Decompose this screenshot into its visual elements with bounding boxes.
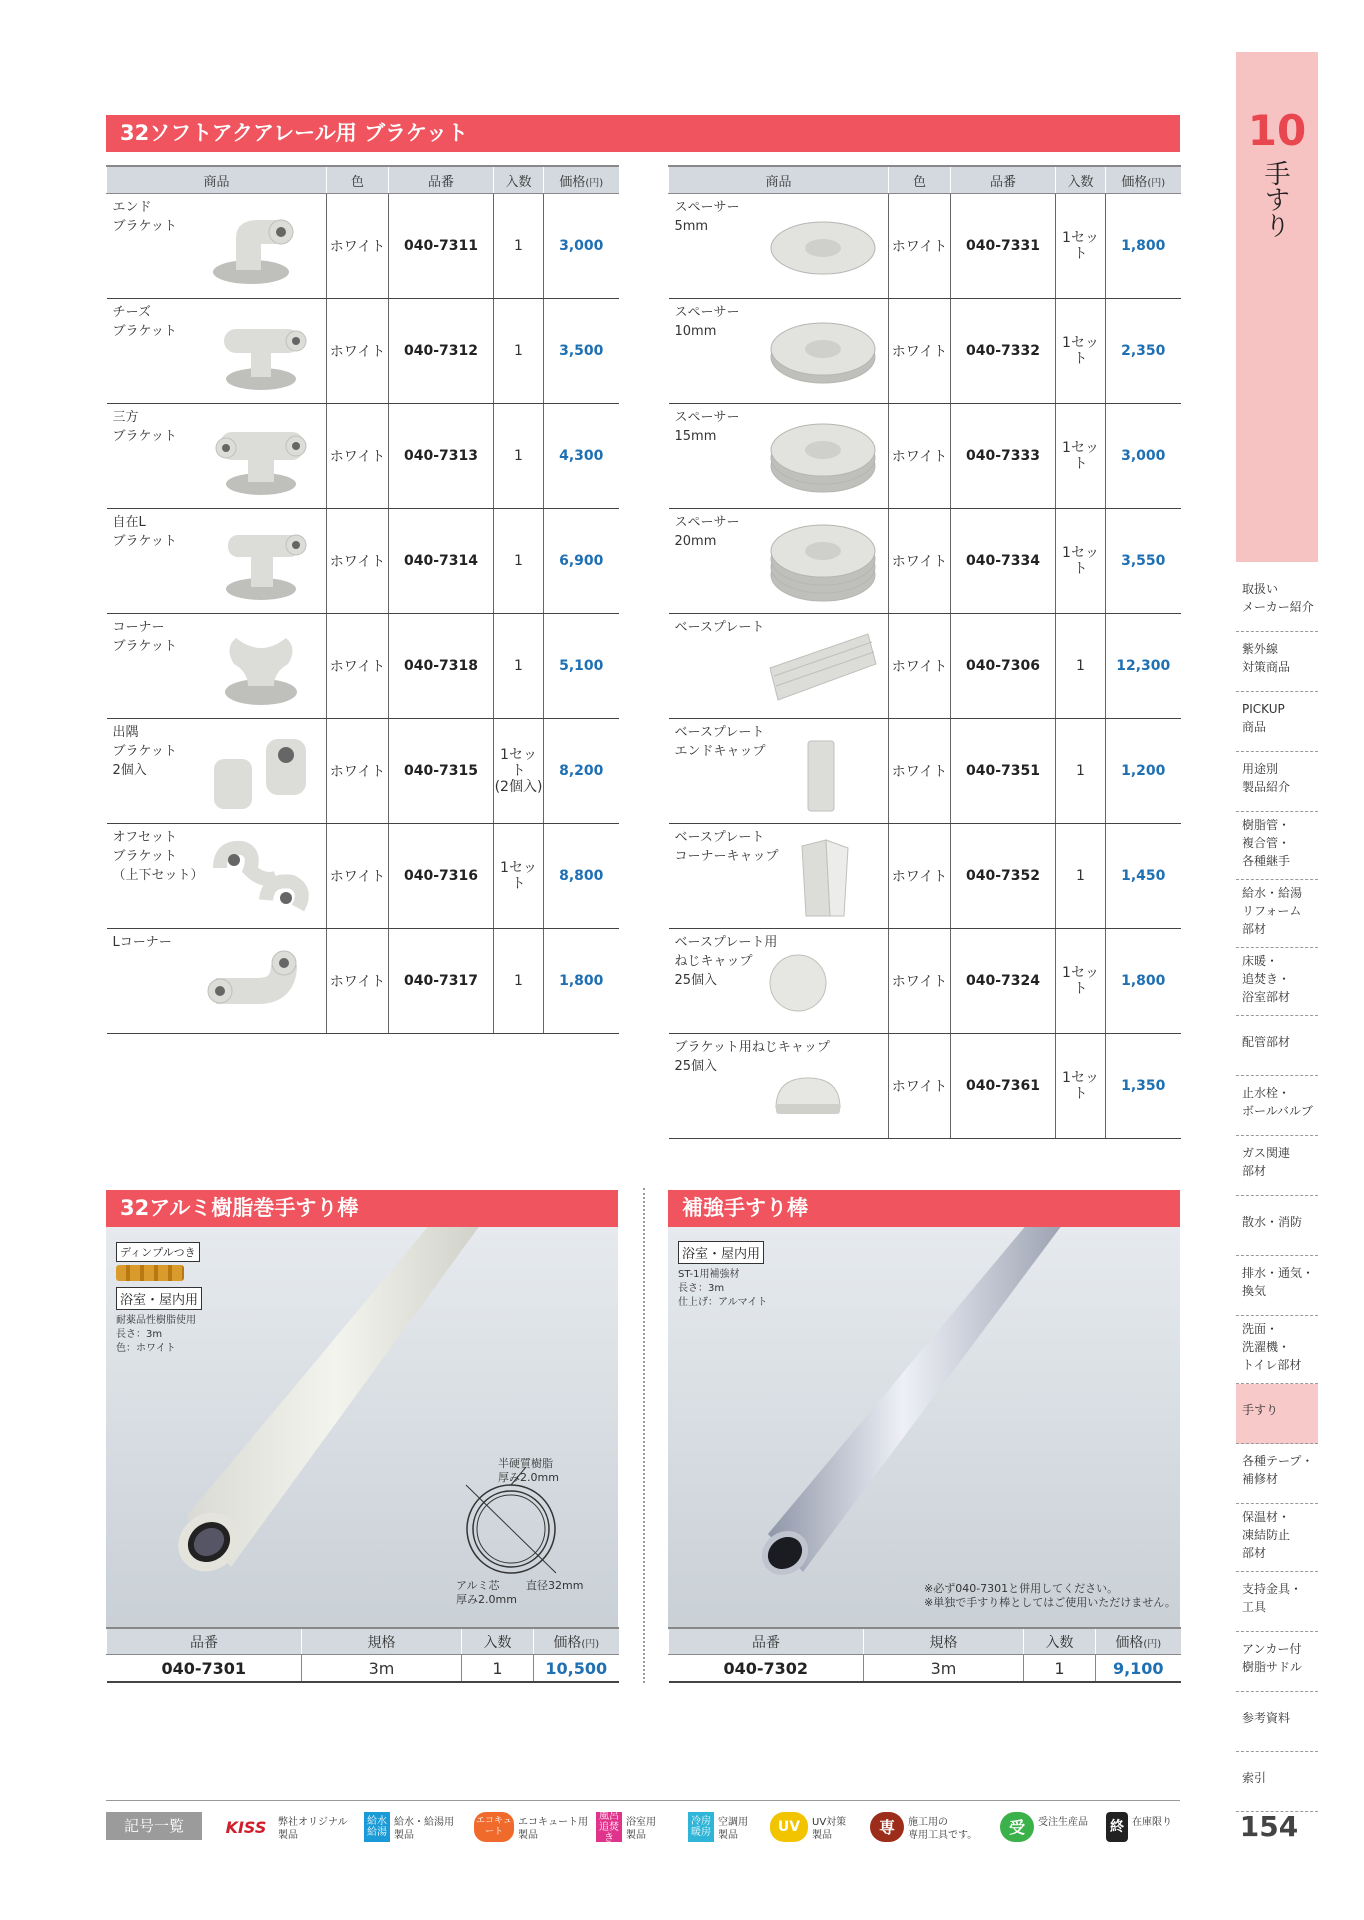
product-image [768,208,878,288]
product-cell [669,929,889,1034]
product-qty: 1 [494,299,544,404]
table-row [669,719,1181,824]
table-row [669,194,1181,299]
table-row [669,614,1181,719]
product-name: スペーサー 20mm [674,515,740,549]
rod-section-title: 32アルミ樹脂巻手すり棒 [106,1190,618,1227]
side-index-item[interactable]: 洗面・ 洗濯機・ トイレ部材 [1236,1316,1318,1384]
product-cell [107,614,327,719]
product-qty: 1 [1056,614,1106,719]
reinforce-section-title: 補強手すり棒 [668,1190,1180,1227]
product-image [206,838,316,918]
product-qty: 1 [1024,1655,1096,1683]
legend-label: 在庫限り [1132,1817,1172,1828]
product-cell [107,194,327,299]
col-price-label: 価格 [1121,174,1148,190]
product-image [768,733,878,813]
product-color: ホワイト [889,509,951,614]
table-row [107,1655,619,1683]
bath-indoor-tag: 浴室・屋内用 [116,1287,202,1310]
legend-label: エコキュート用 製品 [518,1817,588,1841]
reinforce-image [668,1227,1180,1627]
product-price: 8,800 [544,824,619,929]
product-color: ホワイト [327,719,389,824]
legend-title: 記号一覧 [106,1812,202,1840]
product-qty: 1 [494,509,544,614]
table-row [107,719,619,824]
col-code: 品番 [107,1628,302,1655]
product-code: 040-7314 [389,509,494,614]
product-cell [669,719,889,824]
product-code: 040-7334 [951,509,1056,614]
table-row [107,404,619,509]
side-index-item[interactable]: 参考資料 [1236,1692,1318,1752]
product-code: 040-7315 [389,719,494,824]
chapter-title: 手すり [1260,160,1290,238]
product-name: ベースプレート エンドキャップ [674,725,766,759]
side-index-item[interactable]: 樹脂管・ 複合管・ 各種継手 [1236,812,1318,880]
col-code: 品番 [951,166,1056,194]
chapter-number: 10 [1247,106,1307,155]
product-qty: 1セット [1056,509,1106,614]
legend-icon: 専 [870,1812,904,1842]
product-qty: 1セット [1056,929,1106,1034]
col-price [534,1628,619,1655]
table-row [107,614,619,719]
legend-icon: 風呂 追焚き [596,1812,622,1842]
core-label: アルミ芯 厚み2.0mm [456,1579,517,1606]
product-cell [107,299,327,404]
product-name: オフセット ブラケット （上下セット） [112,830,204,883]
product-color: ホワイト [889,719,951,824]
product-price: 6,900 [544,509,619,614]
table-row [107,194,619,299]
product-color: ホワイト [889,1034,951,1139]
side-index-item[interactable]: PICKUP 商品 [1236,692,1318,752]
rod-spec-table [106,1627,619,1683]
product-cell [107,719,327,824]
product-code: 040-7361 [951,1034,1056,1139]
product-image [206,418,316,498]
bracket-section-title: 32ソフトアクアレール用 ブラケット [106,115,1180,152]
product-code: 040-7313 [389,404,494,509]
side-index-item[interactable]: 散水・消防 [1236,1196,1318,1256]
table-row [669,509,1181,614]
product-qty: 1セット [494,824,544,929]
product-image [206,523,316,603]
rod-notes: 耐薬品性樹脂使用 長さ：3m 色：ホワイト [116,1315,196,1354]
legend-label: 浴室用 製品 [626,1817,656,1841]
col-spec: 規格 [302,1628,462,1655]
bracket-table-left [106,165,619,1034]
legend-icon: エコキュート [474,1812,514,1842]
resin-label: 半硬質樹脂 厚み2.0mm [498,1457,559,1484]
product-price: 12,300 [1106,614,1181,719]
product-qty: 1セット (2個入) [494,719,544,824]
product-name: ベースプレート [674,620,765,635]
product-code: 040-7306 [951,614,1056,719]
reinforce-caution: ※必ず040-7301と併用してください。 ※単独で手すり棒としてはご使用いただけません。 [924,1582,1176,1609]
legend-label: UV対策 製品 [812,1817,847,1841]
product-name: 三方 ブラケット [112,410,177,444]
product-image [768,628,878,708]
table-row [669,404,1181,509]
side-index-item[interactable]: 保温材・ 凍結防止 部材 [1236,1504,1318,1572]
legend-icon: UV [770,1812,808,1842]
col-code: 品番 [669,1628,864,1655]
product-qty: 1 [494,404,544,509]
product-price: 5,100 [544,614,619,719]
product-price: 9,100 [1096,1655,1181,1683]
product-image [768,838,878,918]
product-color: ホワイト [327,614,389,719]
product-qty: 1 [462,1655,534,1683]
product-price: 1,800 [1106,194,1181,299]
reinforce-photo-panel [668,1227,1180,1627]
col-price-unit: (円) [581,1638,600,1650]
side-index-item[interactable]: 手すり [1236,1384,1318,1444]
product-color: ホワイト [327,509,389,614]
product-color: ホワイト [889,614,951,719]
rod-image [106,1227,618,1627]
col-qty: 入数 [1024,1628,1096,1655]
product-qty: 1 [1056,719,1106,824]
product-color: ホワイト [889,299,951,404]
legend-label: 空調用 製品 [718,1817,748,1841]
product-price: 1,350 [1106,1034,1181,1139]
legend-label: 受注生産品 [1038,1817,1088,1828]
side-index-item[interactable]: 床暖・ 追焚き・ 浴室部材 [1236,948,1318,1016]
table-row [669,929,1181,1034]
product-image [206,628,316,708]
product-qty: 1セット [1056,404,1106,509]
product-code: 040-7317 [389,929,494,1034]
product-image [206,733,316,813]
product-code: 040-7316 [389,824,494,929]
col-product: 商品 [107,166,327,194]
col-price-label: 価格 [1115,1634,1144,1651]
product-color: ホワイト [327,404,389,509]
legend-icon: 冷房 暖房 [688,1812,714,1842]
side-index-item[interactable]: 支持金具・ 工具 [1236,1572,1318,1632]
product-cell [669,1034,889,1139]
side-index-item[interactable]: 索引 [1236,1752,1318,1812]
side-index-item[interactable]: 各種テープ・ 補修材 [1236,1444,1318,1504]
product-name: ベースプレート用 ねじキャップ 25個入 [674,935,778,988]
product-name: ブラケット用ねじキャップ 25個入 [674,1040,830,1074]
col-product: 商品 [669,166,889,194]
product-code: 040-7331 [951,194,1056,299]
table-row [107,509,619,614]
rod-photo-panel [106,1227,618,1627]
legend-label: 給水・給湯用 製品 [394,1817,454,1841]
product-image [206,313,316,393]
reinforce-notes: ST-1用補強材 長さ：3m 仕上げ：アルマイト [678,1269,768,1308]
table-row [107,824,619,929]
product-qty: 1セット [1056,1034,1106,1139]
side-index-item[interactable]: 給水・給湯 リフォーム 部材 [1236,880,1318,948]
side-index-item[interactable]: 配管部材 [1236,1016,1318,1076]
product-name: スペーサー 15mm [674,410,740,444]
product-qty: 1 [494,614,544,719]
product-price: 4,300 [544,404,619,509]
product-image [206,943,316,1023]
product-code: 040-7302 [669,1655,864,1683]
legend-icon: 終 [1106,1812,1128,1842]
product-name: 自在L ブラケット [112,515,177,549]
product-qty: 1セット [1056,299,1106,404]
product-price: 3,000 [544,194,619,299]
product-color: ホワイト [889,929,951,1034]
product-price: 10,500 [534,1655,619,1683]
product-price: 3,000 [1106,404,1181,509]
side-index-item[interactable]: 取扱い メーカー紹介 [1236,572,1318,632]
side-index-item[interactable]: アンカー付 樹脂サドル [1236,1632,1318,1692]
product-color: ホワイト [327,299,389,404]
product-code: 040-7301 [107,1655,302,1683]
product-name: 出隅 ブラケット 2個入 [112,725,177,778]
legend-icon: 給水 給湯 [364,1812,390,1842]
product-color: ホワイト [327,824,389,929]
product-cell [669,404,889,509]
product-spec: 3m [864,1655,1024,1683]
product-qty: 1 [1056,824,1106,929]
legend-label: 施工用の 専用工具です。 [908,1817,978,1841]
product-name: ベースプレート コーナーキャップ [674,830,779,864]
section-divider [643,1188,645,1683]
product-name: コーナー ブラケット [112,620,177,654]
product-price: 1,800 [1106,929,1181,1034]
legend-rule [106,1800,1180,1801]
col-spec: 規格 [864,1628,1024,1655]
chapter-tab [1236,52,1318,562]
col-price [1096,1628,1181,1655]
product-color: ホワイト [889,824,951,929]
col-price-label: 価格 [559,174,586,190]
product-image [768,1048,878,1128]
legend-icon: 受 [1000,1812,1034,1842]
product-cell [107,509,327,614]
table-row [669,1655,1181,1683]
col-code: 品番 [389,166,494,194]
table-row [669,1034,1181,1139]
product-price: 2,350 [1106,299,1181,404]
product-cell [669,299,889,404]
product-code: 040-7351 [951,719,1056,824]
product-price: 3,550 [1106,509,1181,614]
table-row [107,929,619,1034]
product-cell [107,404,327,509]
product-code: 040-7318 [389,614,494,719]
diameter-label: 直径32mm [526,1579,584,1592]
product-code: 040-7333 [951,404,1056,509]
product-spec: 3m [302,1655,462,1683]
side-index-item[interactable]: 止水栓・ ボールバルブ [1236,1076,1318,1136]
product-name: スペーサー 5mm [674,200,740,234]
product-qty: 1 [494,194,544,299]
side-index-item[interactable]: 排水・通気・ 換気 [1236,1256,1318,1316]
col-color: 色 [889,166,951,194]
product-qty: 1セット [1056,194,1106,299]
col-qty: 入数 [1056,166,1106,194]
col-qty: 入数 [494,166,544,194]
side-index-item[interactable]: 紫外線 対策商品 [1236,632,1318,692]
product-cell [107,824,327,929]
side-index-item[interactable]: 用途別 製品紹介 [1236,752,1318,812]
product-code: 040-7324 [951,929,1056,1034]
product-cell [669,194,889,299]
table-row [107,299,619,404]
product-image [768,418,878,498]
dimple-tag: ディンプルつき [116,1242,200,1262]
product-name: チーズ ブラケット [112,305,177,339]
side-index-item[interactable]: ガス関連 部材 [1236,1136,1318,1196]
product-image [206,208,316,288]
product-price: 1,200 [1106,719,1181,824]
product-image [768,313,878,393]
product-price: 1,800 [544,929,619,1034]
product-color: ホワイト [889,194,951,299]
product-name: スペーサー 10mm [674,305,740,339]
table-row [669,824,1181,929]
product-cell [669,509,889,614]
product-code: 040-7352 [951,824,1056,929]
product-code: 040-7332 [951,299,1056,404]
product-cell [669,614,889,719]
col-price-unit: (円) [1147,177,1166,189]
col-qty: 入数 [462,1628,534,1655]
product-code: 040-7312 [389,299,494,404]
product-color: ホワイト [327,194,389,299]
product-image [768,523,878,603]
product-image [768,943,878,1023]
product-cell [107,929,327,1034]
product-price: 1,450 [1106,824,1181,929]
col-price-unit: (円) [1143,1638,1162,1650]
bracket-table-right [668,165,1181,1139]
legend-icon: KISS [225,1817,267,1837]
bath-indoor-tag: 浴室・屋内用 [678,1241,764,1264]
col-price [544,166,619,194]
legend-label: 弊社オリジナル 製品 [278,1817,348,1841]
col-price-label: 価格 [553,1634,582,1651]
product-price: 8,200 [544,719,619,824]
product-color: ホワイト [889,404,951,509]
reinforce-spec-table [668,1627,1181,1683]
col-price-unit: (円) [585,177,604,189]
product-name: Lコーナー [112,935,172,950]
table-row [669,299,1181,404]
page-number: 154 [1239,1810,1299,1843]
col-price [1106,166,1181,194]
col-color: 色 [327,166,389,194]
product-cell [669,824,889,929]
product-color: ホワイト [327,929,389,1034]
product-code: 040-7311 [389,194,494,299]
product-name: エンド ブラケット [112,200,177,234]
product-qty: 1 [494,929,544,1034]
product-price: 3,500 [544,299,619,404]
